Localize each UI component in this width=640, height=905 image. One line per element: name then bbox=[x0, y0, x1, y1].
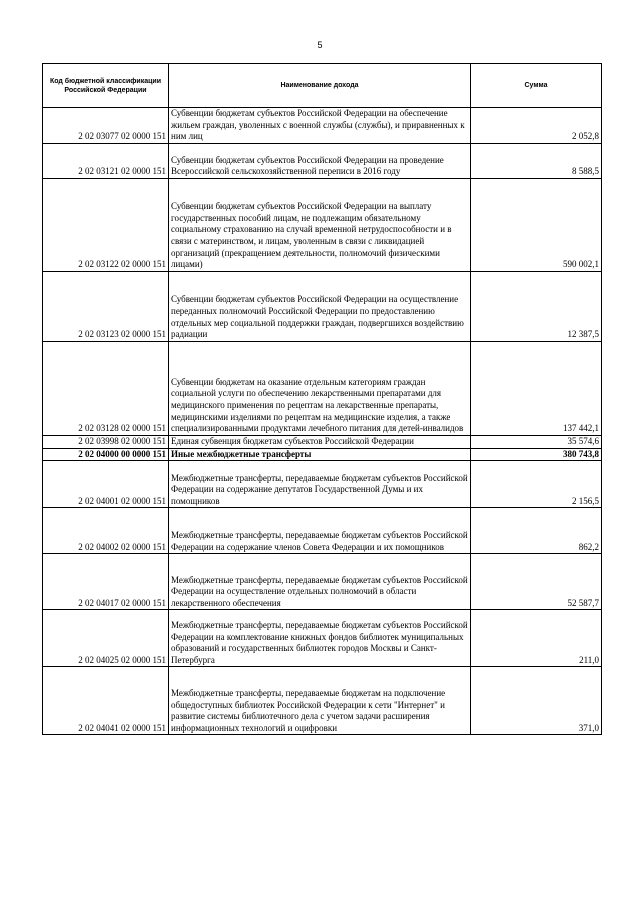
table-row bbox=[43, 341, 602, 435]
page-number: 5 bbox=[317, 40, 323, 50]
row-code: 2 02 04041 02 0000 151 bbox=[43, 667, 169, 735]
table-row-subtotal bbox=[43, 448, 602, 461]
row-name: Субвенции бюджетам субъектов Российской Федерации на осуществление переданных полномочий Российской Федерации по предоставлению отдельных мер социальной поддержки граждан, подвергшихся воздействию радиации bbox=[169, 271, 471, 341]
row-sum: 371,0 bbox=[471, 667, 602, 735]
row-name: Субвенции бюджетам субъектов Российской Федерации на выплату государственных пособий лицам, не подлежащим обязательному социальному страхованию на случай временной нетрудоспособности и в связи с материнством, и лицам, уволенным в связи с ликвидацией организаций (прекращением деятельности, полномочий физическими лицами) bbox=[169, 178, 471, 271]
row-sum: 211,0 bbox=[471, 610, 602, 667]
header-name: Наименование дохода bbox=[169, 64, 471, 108]
row-sum: 380 743,8 bbox=[471, 448, 602, 461]
row-sum: 590 002,1 bbox=[471, 178, 602, 271]
table-header-row bbox=[43, 64, 602, 108]
table-row bbox=[43, 271, 602, 341]
row-code: 2 02 04000 00 0000 151 bbox=[43, 448, 169, 461]
table-row bbox=[43, 108, 602, 144]
table-row bbox=[43, 435, 602, 448]
row-code: 2 02 04001 02 0000 151 bbox=[43, 461, 169, 508]
row-name: Субвенции бюджетам субъектов Российской Федерации на обеспечение жильем граждан, уволенных с военной службы (службы), и приравненных к ним лиц bbox=[169, 108, 471, 144]
revenue-table bbox=[42, 63, 602, 735]
row-name: Межбюджетные трансферты, передаваемые бюджетам субъектов Российской Федерации на содержание членов Совета Федерации и их помощников bbox=[169, 508, 471, 554]
row-name: Субвенции бюджетам на оказание отдельным категориям граждан социальной услуги по обеспечению лекарственными препаратами для медицинского применения по рецептам на лекарственные препараты, медицинскими изделиями по рецептам на медицинские изделия, а также специализированными продуктами лечебного питания для детей-инвалидов bbox=[169, 341, 471, 435]
row-name: Межбюджетные трансферты, передаваемые бюджетам на подключение общедоступных библиотек Российской Федерации к сети "Интернет" и развитие системы библиотечного дела с учетом задачи расширения информационных технологий и оцифровки bbox=[169, 667, 471, 735]
table-row bbox=[43, 667, 602, 735]
table-row bbox=[43, 610, 602, 667]
row-name: Иные межбюджетные трансферты bbox=[169, 448, 471, 461]
row-sum: 862,2 bbox=[471, 508, 602, 554]
row-code: 2 02 03128 02 0000 151 bbox=[43, 341, 169, 435]
row-name: Межбюджетные трансферты, передаваемые бюджетам субъектов Российской Федерации на осуществление отдельных полномочий в области лекарственного обеспечения bbox=[169, 554, 471, 610]
row-name: Межбюджетные трансферты, передаваемые бюджетам субъектов Российской Федерации на комплектование книжных фондов библиотек муниципальных образований и государственных библиотек городов Москвы и Санкт-Петербурга bbox=[169, 610, 471, 667]
table-row bbox=[43, 554, 602, 610]
row-code: 2 02 04025 02 0000 151 bbox=[43, 610, 169, 667]
row-code: 2 02 03122 02 0000 151 bbox=[43, 178, 169, 271]
table-row bbox=[43, 178, 602, 271]
row-sum: 12 387,5 bbox=[471, 271, 602, 341]
row-sum: 137 442,1 bbox=[471, 341, 602, 435]
table-row bbox=[43, 508, 602, 554]
table-row bbox=[43, 461, 602, 508]
row-code: 2 02 03121 02 0000 151 bbox=[43, 143, 169, 178]
row-sum: 8 588,5 bbox=[471, 143, 602, 178]
row-name: Субвенции бюджетам субъектов Российской Федерации на проведение Всероссийской сельскохозяйственной переписи в 2016 году bbox=[169, 143, 471, 178]
row-code: 2 02 03077 02 0000 151 bbox=[43, 108, 169, 144]
row-code: 2 02 04017 02 0000 151 bbox=[43, 554, 169, 610]
header-sum: Сумма bbox=[471, 64, 602, 108]
row-code: 2 02 03998 02 0000 151 bbox=[43, 435, 169, 448]
header-code: Код бюджетной классификации Российской Федерации bbox=[43, 64, 169, 108]
row-sum: 2 156,5 bbox=[471, 461, 602, 508]
row-sum: 52 587,7 bbox=[471, 554, 602, 610]
row-code: 2 02 03123 02 0000 151 bbox=[43, 271, 169, 341]
row-code: 2 02 04002 02 0000 151 bbox=[43, 508, 169, 554]
table-row bbox=[43, 143, 602, 178]
row-name: Межбюджетные трансферты, передаваемые бюджетам субъектов Российской Федерации на содержание депутатов Государственной Думы и их помощников bbox=[169, 461, 471, 508]
row-name: Единая субвенция бюджетам субъектов Российской Федерации bbox=[169, 435, 471, 448]
row-sum: 35 574,6 bbox=[471, 435, 602, 448]
row-sum: 2 052,8 bbox=[471, 108, 602, 144]
